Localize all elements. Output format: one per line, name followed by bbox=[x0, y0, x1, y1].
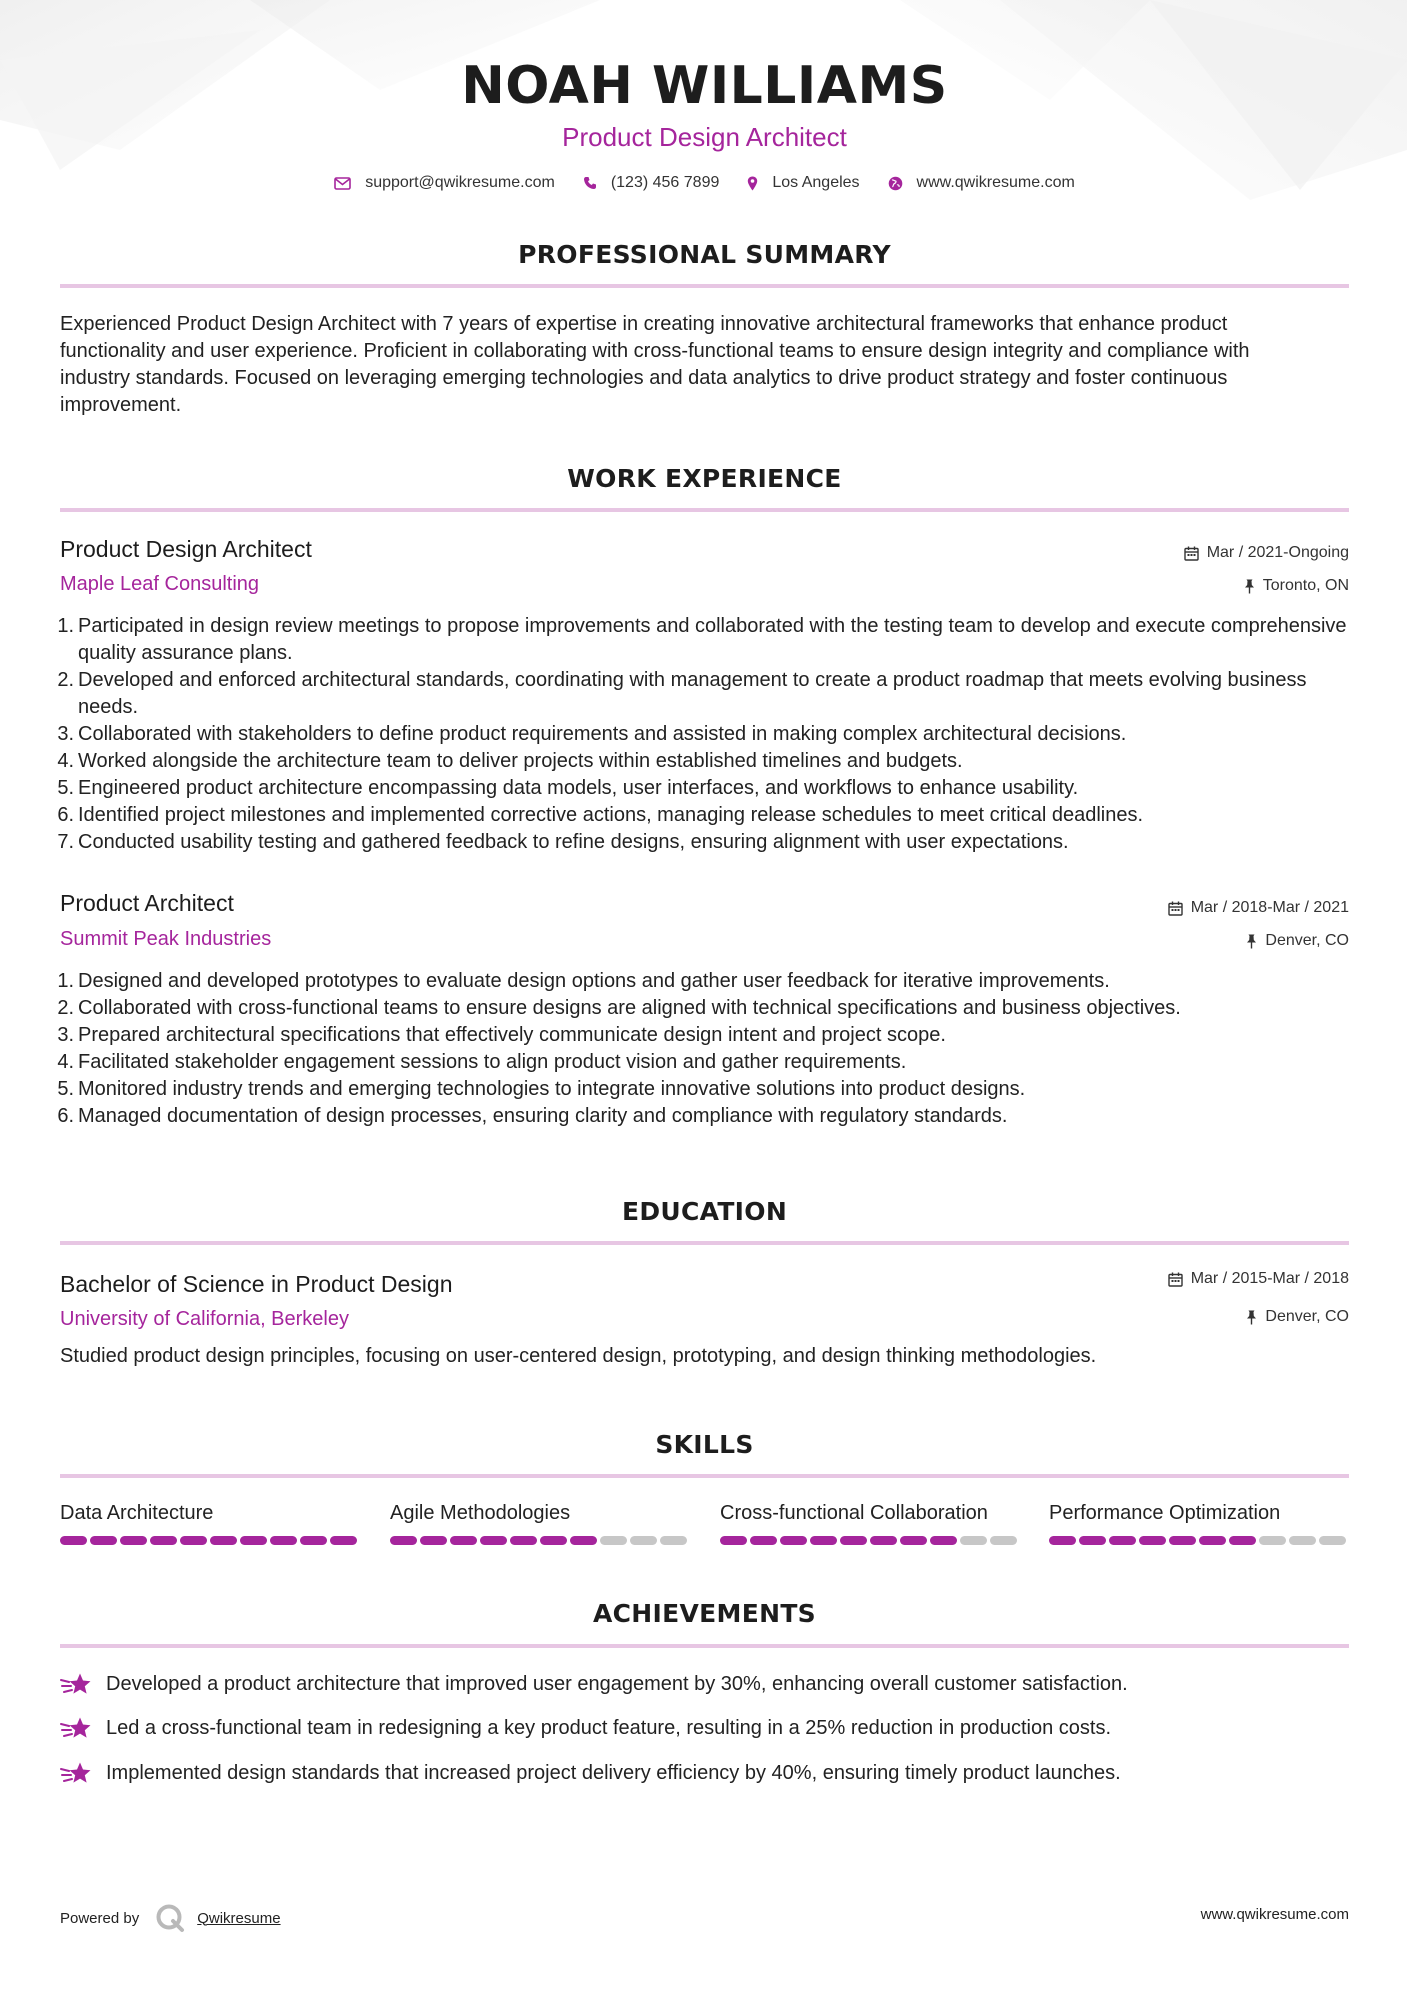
skill-segment-filled bbox=[480, 1536, 507, 1545]
job-company: Maple Leaf Consulting bbox=[60, 573, 260, 595]
list-item: Identified project milestones and implemented corrective actions, managing release schedules to meet critical deadlines. bbox=[78, 804, 1144, 826]
list-item: Collaborated with stakeholders to define product requirements and assisted in making complex architectural decisions. bbox=[78, 723, 1127, 745]
job-dates-text: Mar / 2021-Ongoing bbox=[1206, 544, 1349, 561]
skill-segment-filled bbox=[540, 1536, 567, 1545]
summary-line: industry standards. Focused on leveraging emerging technologies and data analytics to drive product strategy and foster continuous bbox=[60, 367, 1228, 389]
skill-segment-filled bbox=[870, 1536, 897, 1545]
contact-website[interactable] bbox=[888, 174, 1075, 192]
skill-level-bar bbox=[720, 1536, 1020, 1545]
skill-segment-filled bbox=[270, 1536, 297, 1545]
contact-email-text: support@qwikresume.com bbox=[365, 174, 555, 191]
list-item: Developed and enforced architectural standards, coordinating with management to create a product roadmap that meets evolving business needs. bbox=[78, 669, 1307, 718]
list-item: Designed and developed prototypes to evaluate design options and gather user feedback for iterative improvements. bbox=[78, 970, 1110, 992]
list-item bbox=[60, 1716, 1349, 1740]
pushpin-icon bbox=[1244, 579, 1255, 594]
skill-segment-filled bbox=[510, 1536, 537, 1545]
list-item bbox=[60, 1761, 1349, 1785]
contact-bar bbox=[60, 174, 1349, 192]
section-divider bbox=[60, 508, 1349, 512]
job-location bbox=[1246, 932, 1349, 950]
summary-line: improvement. bbox=[60, 394, 182, 416]
skill-segment-filled bbox=[330, 1536, 357, 1545]
calendar-icon bbox=[1184, 546, 1199, 561]
skill-segment-filled bbox=[300, 1536, 327, 1545]
skill-segment-empty bbox=[630, 1536, 657, 1545]
summary-line: Experienced Product Design Architect with 7 years of expertise in creating innovative architectural frameworks that enhance product bbox=[60, 313, 1228, 335]
skill-segment-filled bbox=[390, 1536, 417, 1545]
skill-segment-filled bbox=[750, 1536, 777, 1545]
list-item: Conducted usability testing and gathered feedback to refine designs, ensuring alignment with user expectations. bbox=[78, 831, 1069, 853]
skill-segment-filled bbox=[780, 1536, 807, 1545]
skill-item bbox=[390, 1502, 690, 1545]
skill-item bbox=[720, 1502, 1020, 1545]
section-title-experience: WORK EXPERIENCE bbox=[567, 464, 842, 493]
skill-segment-filled bbox=[240, 1536, 267, 1545]
achievement-text: Developed a product architecture that improved user engagement by 30%, enhancing overall customer satisfaction. bbox=[106, 1672, 1128, 1695]
skill-segment-filled bbox=[120, 1536, 147, 1545]
list-item: Engineered product architecture encompassing data models, user interfaces, and workflows to enhance usability. bbox=[78, 777, 1079, 799]
list-item: Facilitated stakeholder engagement sessions to align product vision and gather requirements. bbox=[78, 1051, 907, 1073]
job-dates bbox=[1168, 899, 1349, 917]
skill-segment-filled bbox=[720, 1536, 747, 1545]
list-item: Participated in design review meetings to propose improvements and collaborated with the testing team to develop and execute comprehensive quality assurance plans. bbox=[78, 615, 1347, 664]
envelope-icon bbox=[334, 177, 351, 190]
contact-phone-text: (123) 456 7899 bbox=[610, 174, 720, 191]
skill-segment-filled bbox=[210, 1536, 237, 1545]
list-item: Collaborated with cross-functional teams to ensure designs are aligned with technical specifications and business objectives. bbox=[78, 997, 1181, 1019]
achievement-text: Led a cross-functional team in redesigning a key product feature, resulting in a 25% reduction in production costs. bbox=[106, 1716, 1112, 1739]
skill-segment-filled bbox=[1049, 1536, 1076, 1545]
skill-segment-filled bbox=[570, 1536, 597, 1545]
skill-segment-filled bbox=[1169, 1536, 1196, 1545]
section-title-skills: SKILLS bbox=[655, 1430, 754, 1459]
skill-segment-filled bbox=[1079, 1536, 1106, 1545]
summary-line: functionality and user experience. Proficient in collaborating with cross-functional teams to ensure design integrity and compliance with bbox=[60, 340, 1250, 362]
achievement-text: Implemented design standards that increased project delivery efficiency by 40%, ensuring timely product launches. bbox=[106, 1761, 1121, 1784]
qwikresume-logo-icon bbox=[155, 1903, 185, 1933]
education-location bbox=[1246, 1308, 1349, 1326]
contact-website-text: www.qwikresume.com bbox=[916, 174, 1075, 191]
skill-segment-filled bbox=[1199, 1536, 1226, 1545]
skill-segment-empty bbox=[960, 1536, 987, 1545]
skill-segment-filled bbox=[930, 1536, 957, 1545]
skill-segment-empty bbox=[1319, 1536, 1346, 1545]
job-title: Product Architect bbox=[60, 890, 234, 916]
globe-icon bbox=[888, 176, 903, 191]
section-divider bbox=[60, 1644, 1349, 1648]
skill-name: Performance Optimization bbox=[1049, 1502, 1281, 1524]
skill-level-bar bbox=[60, 1536, 360, 1545]
job-location-text: Denver, CO bbox=[1265, 932, 1349, 949]
calendar-icon bbox=[1168, 901, 1183, 916]
list-item: Prepared architectural specifications that effectively communicate design intent and project scope. bbox=[78, 1024, 946, 1046]
pushpin-icon bbox=[1246, 934, 1257, 949]
skill-segment-filled bbox=[900, 1536, 927, 1545]
powered-by-label: Powered by bbox=[60, 1909, 140, 1927]
contact-location bbox=[747, 174, 859, 192]
shooting-star-icon bbox=[60, 1716, 92, 1740]
skill-segment-filled bbox=[90, 1536, 117, 1545]
section-title-summary: PROFESSIONAL SUMMARY bbox=[518, 240, 891, 269]
section-title-achievements: ACHIEVEMENTS bbox=[593, 1599, 816, 1628]
job-responsibilities bbox=[60, 613, 1349, 856]
job-responsibilities bbox=[60, 968, 1349, 1130]
skill-segment-filled bbox=[420, 1536, 447, 1545]
skill-segment-filled bbox=[1139, 1536, 1166, 1545]
candidate-name: NOAH WILLIAMS bbox=[461, 56, 948, 116]
section-divider bbox=[60, 1474, 1349, 1478]
education-location-text: Denver, CO bbox=[1265, 1308, 1349, 1325]
section-divider bbox=[60, 1241, 1349, 1245]
skill-segment-empty bbox=[1289, 1536, 1316, 1545]
list-item: Worked alongside the architecture team to deliver projects within established timelines and budgets. bbox=[78, 750, 963, 772]
footer-powered-by bbox=[60, 1903, 281, 1933]
job-company: Summit Peak Industries bbox=[60, 928, 272, 950]
skill-segment-filled bbox=[810, 1536, 837, 1545]
skill-segment-filled bbox=[180, 1536, 207, 1545]
education-dates-text: Mar / 2015-Mar / 2018 bbox=[1190, 1270, 1349, 1287]
contact-location-text: Los Angeles bbox=[772, 174, 860, 191]
shooting-star-icon bbox=[60, 1761, 92, 1785]
skill-item bbox=[1049, 1502, 1349, 1545]
skill-level-bar bbox=[1049, 1536, 1349, 1545]
skill-level-bar bbox=[390, 1536, 690, 1545]
skill-item bbox=[60, 1502, 360, 1545]
skill-segment-empty bbox=[600, 1536, 627, 1545]
job-title: Product Design Architect bbox=[60, 536, 312, 562]
qwikresume-link[interactable]: Qwikresume bbox=[197, 1909, 281, 1927]
job-location bbox=[1244, 577, 1349, 595]
list-item: Monitored industry trends and emerging technologies to integrate innovative solutions into product designs. bbox=[78, 1078, 1026, 1100]
skill-segment-filled bbox=[1109, 1536, 1136, 1545]
education-description: Studied product design principles, focusing on user-centered design, prototyping, and design thinking methodologies. bbox=[60, 1345, 1097, 1367]
skill-segment-filled bbox=[150, 1536, 177, 1545]
skill-segment-empty bbox=[990, 1536, 1017, 1545]
contact-phone[interactable] bbox=[583, 174, 720, 192]
footer-url[interactable]: www.qwikresume.com bbox=[1200, 1906, 1349, 1923]
pushpin-icon bbox=[1246, 1310, 1257, 1325]
section-divider bbox=[60, 284, 1349, 288]
skill-segment-filled bbox=[840, 1536, 867, 1545]
job-location-text: Toronto, ON bbox=[1262, 577, 1349, 594]
degree-title: Bachelor of Science in Product Design bbox=[60, 1271, 453, 1297]
phone-icon bbox=[583, 176, 597, 190]
skill-segment-filled bbox=[1229, 1536, 1256, 1545]
calendar-icon bbox=[1168, 1272, 1183, 1287]
contact-email[interactable] bbox=[334, 174, 555, 192]
education-dates bbox=[1168, 1270, 1349, 1288]
shooting-star-icon bbox=[60, 1672, 92, 1696]
candidate-role: Product Design Architect bbox=[562, 122, 847, 152]
section-title-education: EDUCATION bbox=[621, 1197, 788, 1226]
skill-name: Cross-functional Collaboration bbox=[720, 1502, 988, 1524]
skill-segment-filled bbox=[60, 1536, 87, 1545]
summary-text bbox=[60, 311, 1349, 419]
skill-name: Data Architecture bbox=[60, 1502, 214, 1524]
map-pin-icon bbox=[747, 176, 758, 191]
school-name: University of California, Berkeley bbox=[60, 1308, 349, 1330]
job-dates bbox=[1184, 544, 1349, 562]
skill-segment-empty bbox=[660, 1536, 687, 1545]
job-dates-text: Mar / 2018-Mar / 2021 bbox=[1190, 899, 1349, 916]
skill-segment-empty bbox=[1259, 1536, 1286, 1545]
list-item: Managed documentation of design processes, ensuring clarity and compliance with regulatory standards. bbox=[78, 1105, 1008, 1127]
list-item bbox=[60, 1672, 1349, 1696]
skill-segment-filled bbox=[450, 1536, 477, 1545]
skill-name: Agile Methodologies bbox=[390, 1502, 571, 1524]
